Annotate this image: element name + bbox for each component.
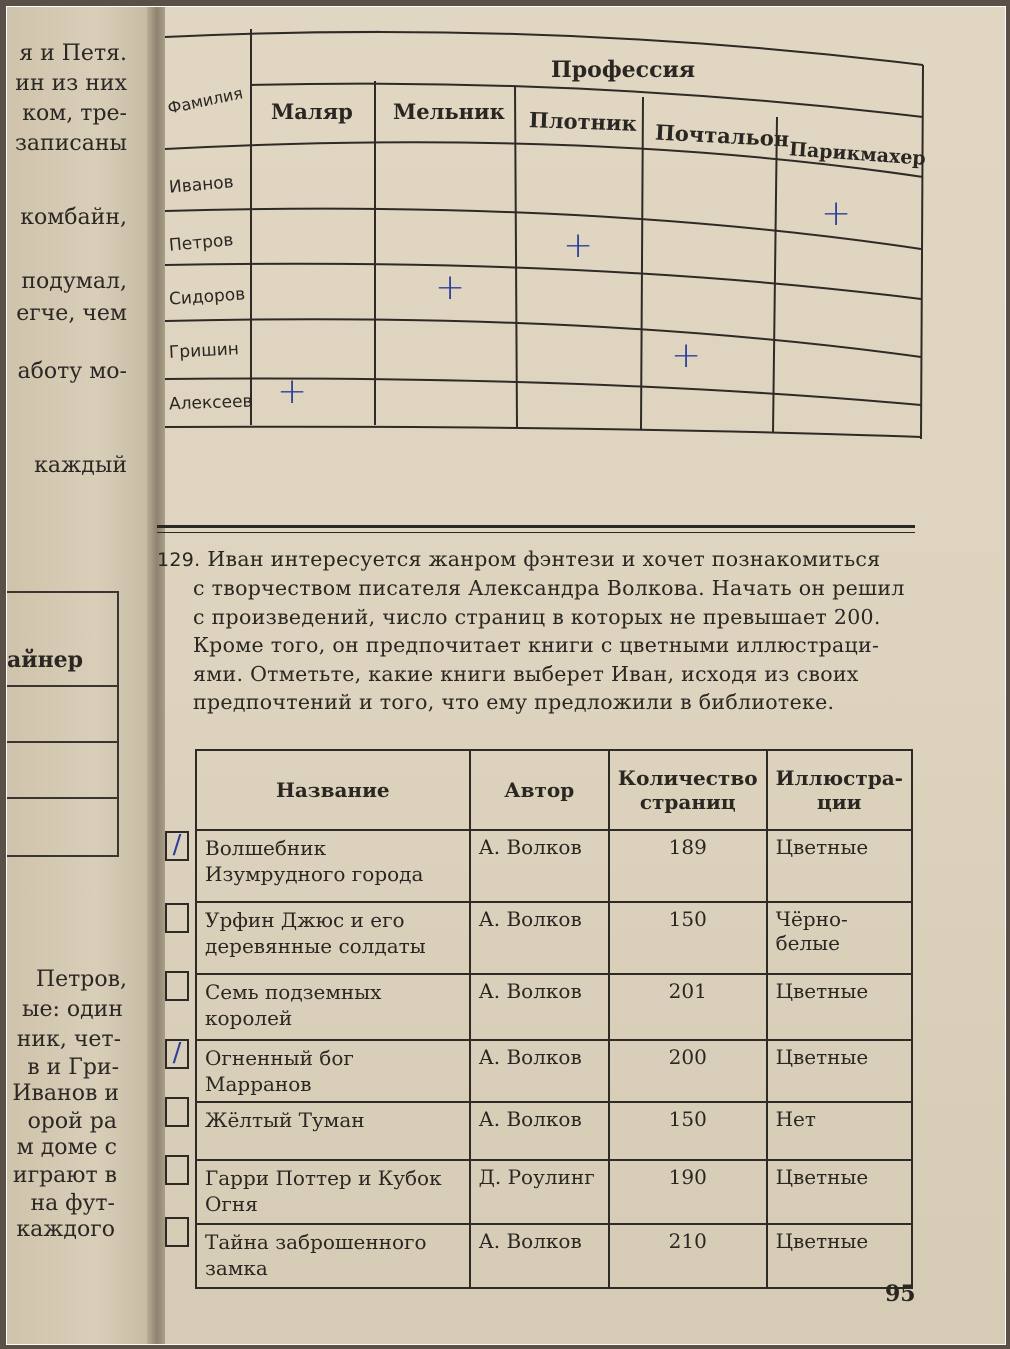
pen-mark: + (435, 267, 466, 308)
left-page-line: ком, тре- (22, 101, 127, 126)
book-author: А. Волков (470, 1040, 609, 1102)
left-page-line: Петров, (35, 967, 127, 992)
book-checkbox[interactable] (165, 1155, 189, 1185)
grid-line (165, 319, 921, 357)
book-pages: 200 (609, 1040, 767, 1102)
left-page-line: записаны (14, 131, 127, 156)
book-title: Урфин Джюс и его деревянные солдаты (196, 902, 470, 974)
book-author: Д. Роулинг (470, 1160, 609, 1224)
row-surname: Алексеев (168, 391, 253, 415)
grid-line (165, 32, 923, 65)
book-pages: 189 (609, 830, 767, 902)
left-table-cell: айнер (7, 647, 84, 673)
book-illustrations: Чёрно-белые (767, 902, 912, 974)
book-checkbox[interactable]: / (165, 1039, 189, 1069)
book-title: Волшебник Изумрудного города (196, 830, 470, 902)
pen-mark: + (671, 335, 702, 376)
header-illustrations: Иллюстра- ции (767, 750, 912, 830)
book-checkbox[interactable]: / (165, 831, 189, 861)
book-pages: 190 (609, 1160, 767, 1224)
page-number: 95 (885, 1281, 916, 1307)
task-line: с произведений, число страниц в которых не превышает 200. (193, 604, 881, 629)
group-header: Профессия (551, 57, 696, 83)
column-header: Почтальон (654, 119, 790, 152)
grid-line (165, 264, 921, 299)
left-page-line: на фут- (30, 1191, 115, 1216)
left-page-line: ин из них (15, 71, 127, 96)
book-pages: 150 (609, 902, 767, 974)
header-pages: Количество страниц (609, 750, 767, 830)
book-checkbox[interactable] (165, 971, 189, 1001)
book-author: А. Волков (470, 902, 609, 974)
left-page-line: Иванов и (12, 1081, 119, 1106)
left-page (7, 7, 157, 1344)
grid-line (165, 427, 921, 437)
left-page-line: я и Петя. (19, 41, 127, 66)
books-table (195, 749, 913, 1289)
book-title: Жёлтый Туман (196, 1102, 470, 1160)
table-row (196, 1224, 912, 1288)
header-title: Название (196, 750, 470, 830)
book-title: Тайна заброшенного замка (196, 1224, 470, 1288)
professions-table (165, 7, 1005, 467)
grid-line (165, 209, 921, 249)
grid-line (641, 97, 643, 429)
book-checkbox[interactable] (165, 903, 189, 933)
left-page-line: аботу мо- (17, 359, 127, 384)
left-table-line (7, 685, 119, 687)
left-page-line: подумал, (21, 269, 127, 294)
book-illustrations: Цветные (767, 974, 912, 1040)
table-row (196, 1160, 912, 1224)
left-table-line (117, 591, 119, 857)
table-row (196, 830, 912, 902)
photo-frame (6, 6, 1006, 1345)
column-header: Плотник (528, 107, 638, 136)
book-pages: 201 (609, 974, 767, 1040)
book-checkbox[interactable] (165, 1097, 189, 1127)
left-page-line: ые: один (21, 997, 123, 1022)
corner-label: Фамилия (165, 83, 245, 118)
book-checkbox[interactable] (165, 1217, 189, 1247)
left-table-line (7, 591, 119, 593)
left-page-line: комбайн, (20, 205, 127, 230)
pen-mark: + (821, 193, 852, 234)
left-table-line (7, 797, 119, 799)
row-surname: Иванов (168, 172, 235, 198)
left-page-line: м доме с (16, 1135, 117, 1160)
task-line (157, 545, 917, 574)
left-page-line: играют в (12, 1163, 117, 1188)
pen-mark: + (277, 371, 308, 412)
book-pages: 210 (609, 1224, 767, 1288)
task-line: с творчеством писателя Александра Волкова. Начать он решил (193, 576, 905, 601)
book-title: Гарри Поттер и Кубок Огня (196, 1160, 470, 1224)
pen-mark: + (563, 225, 594, 266)
task-line: ями. Отметьте, какие книги выберет Иван, исходя из своих (193, 661, 859, 686)
book-author: А. Волков (470, 974, 609, 1040)
book-author: А. Волков (470, 830, 609, 902)
left-page-line: каждый (34, 453, 127, 478)
row-surname: Петров (168, 230, 235, 256)
column-header: Маляр (271, 99, 353, 124)
left-page-line: в и Гри- (27, 1055, 119, 1080)
table-row (196, 974, 912, 1040)
left-page-line: каждого (16, 1217, 115, 1242)
book-title: Семь подземных королей (196, 974, 470, 1040)
book-illustrations: Нет (767, 1102, 912, 1160)
left-table-line (7, 741, 119, 743)
left-page-line: егче, чем (16, 301, 127, 326)
book-illustrations: Цветные (767, 1224, 912, 1288)
task-text (157, 545, 917, 716)
book-title: Огненный бог Марранов (196, 1040, 470, 1102)
grid-line (515, 87, 517, 427)
book-pages: 150 (609, 1102, 767, 1160)
table-header-row (196, 750, 912, 830)
left-page-line: ник, чет- (16, 1027, 121, 1052)
table-row (196, 1040, 912, 1102)
book-author: А. Волков (470, 1224, 609, 1288)
section-rule (157, 525, 915, 528)
task-line: Кроме того, он предпочитает книги с цветными иллюстраци- (193, 633, 880, 658)
column-header: Мельник (393, 99, 505, 124)
book-author: А. Волков (470, 1102, 609, 1160)
book-illustrations: Цветные (767, 830, 912, 902)
grid-line (921, 65, 923, 439)
grid-line (773, 117, 777, 433)
book-illustrations: Цветные (767, 1160, 912, 1224)
header-author: Автор (470, 750, 609, 830)
left-table-line (7, 855, 119, 857)
row-surname: Гришин (168, 339, 240, 363)
book-illustrations: Цветные (767, 1040, 912, 1102)
table-row (196, 1102, 912, 1160)
left-page-line: орой ра (27, 1109, 117, 1134)
section-rule (157, 532, 915, 533)
row-surname: Сидоров (168, 284, 246, 310)
table-row (196, 902, 912, 974)
column-header: Парикмахер (788, 138, 927, 170)
task-line-text: Иван интересуется жанром фэнтези и хочет познакомиться (207, 547, 881, 571)
task-number: 129. (157, 549, 201, 571)
task-line: предпочтений и того, что ему предложили в библиотеке. (193, 690, 835, 715)
